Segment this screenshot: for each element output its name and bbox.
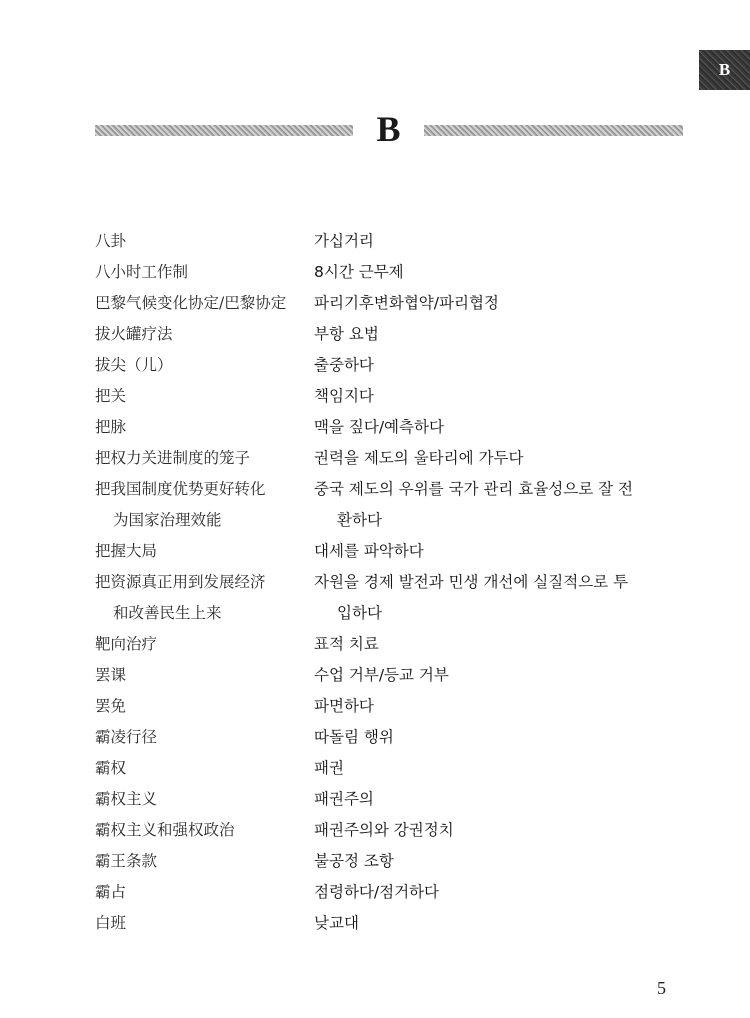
entry-korean-translation: 패권주의와 강권정치 (314, 821, 454, 839)
entry-chinese-term: 巴黎气候变化协定/巴黎协定 (95, 294, 287, 312)
entry-chinese-term (95, 474, 300, 536)
glossary-entry (0, 753, 750, 784)
entry-chinese-term: 霸权主义和强权政治 (95, 821, 235, 839)
entry-chinese-term: 霸凌行径 (95, 728, 158, 746)
glossary-entry (0, 629, 750, 660)
entry-korean-translation: 패권 (314, 759, 344, 777)
entry-chinese-term: 霸权主义 (95, 790, 158, 808)
glossary-entry (0, 567, 750, 629)
entry-line: 把资源真正用到发展经济 (95, 573, 266, 591)
glossary-entry (0, 443, 750, 474)
glossary-entry (0, 877, 750, 908)
entry-korean-translation: 낮교대 (314, 914, 359, 932)
entry-chinese-term: 把权力关进制度的笼子 (95, 449, 251, 467)
entry-korean-translation: 파리기후변화협약/파리협정 (314, 294, 499, 312)
entry-chinese-term: 罢免 (95, 697, 127, 715)
entry-continuation-line: 为国家治理效能 (113, 511, 222, 529)
entry-chinese-term: 霸占 (95, 883, 127, 901)
section-heading: B (376, 109, 401, 149)
entry-chinese-term: 八小时工作制 (95, 263, 189, 281)
glossary-entry (0, 257, 750, 288)
entry-korean-translation: 따돌림 행위 (314, 728, 394, 746)
entry-korean-translation: 수업 거부/등교 거부 (314, 666, 449, 684)
glossary-entry (0, 412, 750, 443)
entry-continuation-line: 和改善民生上来 (113, 604, 222, 622)
entry-chinese-term: 霸王条款 (95, 852, 158, 870)
glossary-entry (0, 908, 750, 939)
page-number: 5 (657, 978, 666, 998)
entry-continuation-line: 입하다 (337, 604, 382, 622)
entry-chinese-term: 拔尖（儿） (95, 356, 173, 374)
entry-korean-translation: 불공정 조항 (314, 852, 394, 870)
entry-korean-translation (314, 474, 686, 536)
entry-chinese-term (95, 567, 300, 629)
entry-chinese-term: 拔火罐疗法 (95, 325, 173, 343)
entry-line: 중국 제도의 우위를 국가 관리 효율성으로 잘 전 (314, 480, 633, 498)
entry-korean-translation: 대세를 파악하다 (314, 542, 424, 560)
entry-korean-translation: 맥을 짚다/예측하다 (314, 418, 444, 436)
entry-chinese-term: 霸权 (95, 759, 127, 777)
entry-chinese-term: 靶向治疗 (95, 635, 158, 653)
entry-korean-translation: 표적 치료 (314, 635, 379, 653)
entry-chinese-term: 罢课 (95, 666, 127, 684)
entry-chinese-term: 八卦 (95, 232, 127, 250)
entry-korean-translation: 8시간 근무제 (314, 263, 404, 281)
entry-korean-translation: 파면하다 (314, 697, 374, 715)
entry-line: 把我国制度优势更好转化 (95, 480, 266, 498)
entry-continuation-line: 환하다 (337, 511, 382, 529)
glossary-entry (0, 319, 750, 350)
entry-chinese-term: 把脉 (95, 418, 127, 436)
glossary-entry (0, 226, 750, 257)
glossary-entry (0, 722, 750, 753)
glossary-entry (0, 381, 750, 412)
entry-korean-translation: 권력을 제도의 울타리에 가두다 (314, 449, 524, 467)
entry-korean-translation: 부항 요법 (314, 325, 379, 343)
glossary-entry (0, 691, 750, 722)
entry-line: 자원을 경제 발전과 민생 개선에 실질적으로 투 (314, 573, 629, 591)
glossary-entry (0, 846, 750, 877)
glossary-entry (0, 288, 750, 319)
glossary-entry (0, 815, 750, 846)
entry-korean-translation (314, 567, 686, 629)
glossary-entry (0, 536, 750, 567)
entry-korean-translation: 패권주의 (314, 790, 374, 808)
entry-korean-translation: 점령하다/점거하다 (314, 883, 440, 901)
entry-korean-translation: 책임지다 (314, 387, 374, 405)
entry-korean-translation: 가십거리 (314, 232, 374, 250)
glossary-entry (0, 350, 750, 381)
entry-chinese-term: 把关 (95, 387, 127, 405)
entry-chinese-term: 白班 (95, 914, 127, 932)
glossary-entry (0, 474, 750, 536)
glossary-entry (0, 784, 750, 815)
entry-korean-translation: 출중하다 (314, 356, 374, 374)
entry-chinese-term: 把握大局 (95, 542, 158, 560)
section-tab-letter: B (718, 60, 731, 79)
glossary-entry (0, 660, 750, 691)
